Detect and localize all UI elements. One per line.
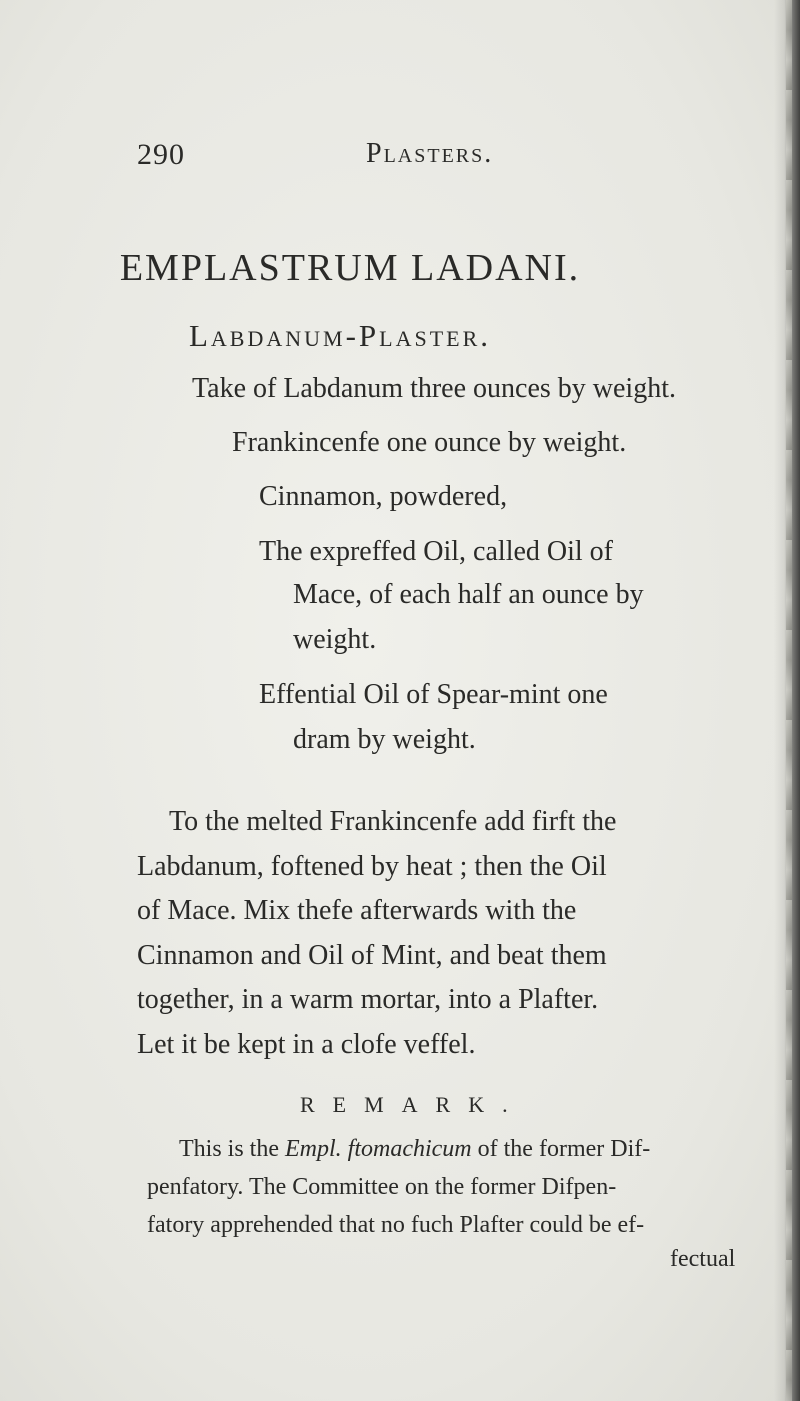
ingredient-line: The expreffed Oil, called Oil of (259, 536, 614, 567)
remark-italic-title: Empl. ftomachicum (285, 1136, 472, 1162)
running-head: Plasters. (366, 138, 494, 169)
remark-text-start: This is the (179, 1136, 285, 1162)
remark-line (147, 1130, 787, 1168)
remark-paragraph (147, 1130, 787, 1244)
ingredient-line: Cinnamon, powdered, (259, 481, 508, 512)
catchword: fectual (670, 1246, 736, 1272)
directions-line: Let it be kept in a clofe veffel. (137, 1028, 476, 1060)
ingredient-line: Effential Oil of Spear-mint one (259, 679, 608, 710)
remark-line: penfatory. The Committee on the former Difpen- (147, 1174, 617, 1200)
directions-line: of Mace. Mix thefe afterwards with the (137, 895, 577, 926)
ingredient-line: Frankincenfe one ounce by weight. (232, 427, 627, 458)
ingredient-line: Take of Labdanum three ounces by weight. (192, 373, 676, 404)
remark-heading: REMARK. (300, 1092, 526, 1117)
remark-line: fatory apprehended that no fuch Plafter could be ef- (147, 1212, 645, 1238)
directions-line: Labdanum, foftened by heat ; then the Oil (137, 850, 607, 882)
recipe-subtitle: Labdanum-Plaster. (188, 318, 492, 353)
ingredient-line: Mace, of each half an ounce by (293, 579, 644, 610)
directions-line: To the melted Frankincenfe add firft the (169, 806, 617, 837)
directions-line: together, in a warm mortar, into a Plafter. (137, 984, 599, 1015)
ingredient-line: weight. (293, 624, 377, 655)
ingredient-line: dram by weight. (293, 724, 476, 755)
page-header (0, 138, 800, 188)
remark-text-end: of the former Dif- (471, 1136, 651, 1162)
directions-paragraph (137, 800, 777, 1067)
recipe-title: EMPLASTRUM LADANI. (119, 247, 581, 289)
directions-line: Cinnamon and Oil of Mint, and beat them (137, 939, 607, 971)
page-number: 290 (137, 138, 185, 171)
